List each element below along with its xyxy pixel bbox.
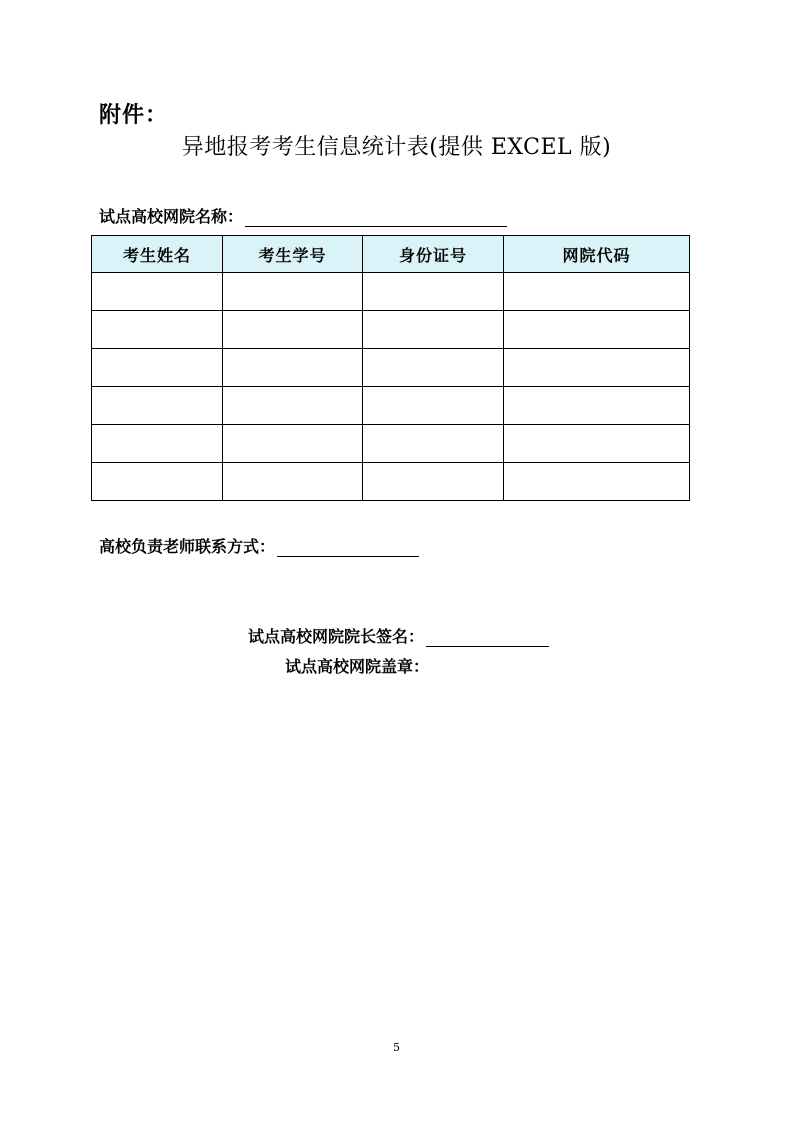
table-cell[interactable] bbox=[363, 273, 504, 311]
table-cell[interactable] bbox=[223, 387, 363, 425]
seal-label: 试点高校网院盖章： bbox=[285, 657, 430, 676]
table-cell[interactable] bbox=[92, 311, 223, 349]
table-row bbox=[92, 273, 690, 311]
table-cell[interactable] bbox=[92, 349, 223, 387]
table-cell[interactable] bbox=[92, 425, 223, 463]
table-header-row bbox=[92, 236, 690, 273]
school-name-label: 试点高校网院名称： bbox=[99, 207, 244, 226]
contact-blank[interactable] bbox=[277, 538, 419, 557]
table-cell[interactable] bbox=[92, 463, 223, 501]
contact-label: 高校负责老师联系方式： bbox=[99, 537, 276, 556]
dean-signature-blank[interactable] bbox=[426, 628, 549, 647]
table-cell[interactable] bbox=[92, 273, 223, 311]
table-cell[interactable] bbox=[363, 311, 504, 349]
header-student-id: 考生学号 bbox=[223, 236, 363, 273]
table-cell[interactable] bbox=[223, 425, 363, 463]
table-cell[interactable] bbox=[223, 273, 363, 311]
attachment-label: 附件： bbox=[99, 103, 169, 128]
school-name-blank[interactable] bbox=[245, 208, 507, 227]
table-cell[interactable] bbox=[504, 387, 690, 425]
table-cell[interactable] bbox=[363, 387, 504, 425]
table-cell[interactable] bbox=[92, 387, 223, 425]
table-cell[interactable] bbox=[363, 463, 504, 501]
table-cell[interactable] bbox=[504, 311, 690, 349]
table-cell[interactable] bbox=[363, 425, 504, 463]
table-row bbox=[92, 311, 690, 349]
table-cell[interactable] bbox=[504, 425, 690, 463]
header-college-code: 网院代码 bbox=[504, 236, 690, 273]
dean-signature-label: 试点高校网院院长签名： bbox=[248, 627, 425, 646]
table-row bbox=[92, 425, 690, 463]
student-info-table bbox=[91, 235, 690, 501]
page-title: 异地报考考生信息统计表(提供 EXCEL 版) bbox=[181, 135, 612, 160]
page-number: 5 bbox=[393, 1041, 400, 1054]
table-cell[interactable] bbox=[504, 349, 690, 387]
header-student-name: 考生姓名 bbox=[92, 236, 223, 273]
seal-field bbox=[285, 654, 429, 677]
table-row bbox=[92, 463, 690, 501]
dean-signature-field bbox=[248, 624, 549, 647]
table-row bbox=[92, 387, 690, 425]
table-cell[interactable] bbox=[504, 463, 690, 501]
header-id-card-number: 身份证号 bbox=[363, 236, 504, 273]
table-cell[interactable] bbox=[223, 349, 363, 387]
table-cell[interactable] bbox=[504, 273, 690, 311]
table-row bbox=[92, 349, 690, 387]
contact-field bbox=[99, 534, 419, 557]
table-cell[interactable] bbox=[223, 311, 363, 349]
school-name-field bbox=[99, 204, 507, 227]
table-cell[interactable] bbox=[363, 349, 504, 387]
table-cell[interactable] bbox=[223, 463, 363, 501]
